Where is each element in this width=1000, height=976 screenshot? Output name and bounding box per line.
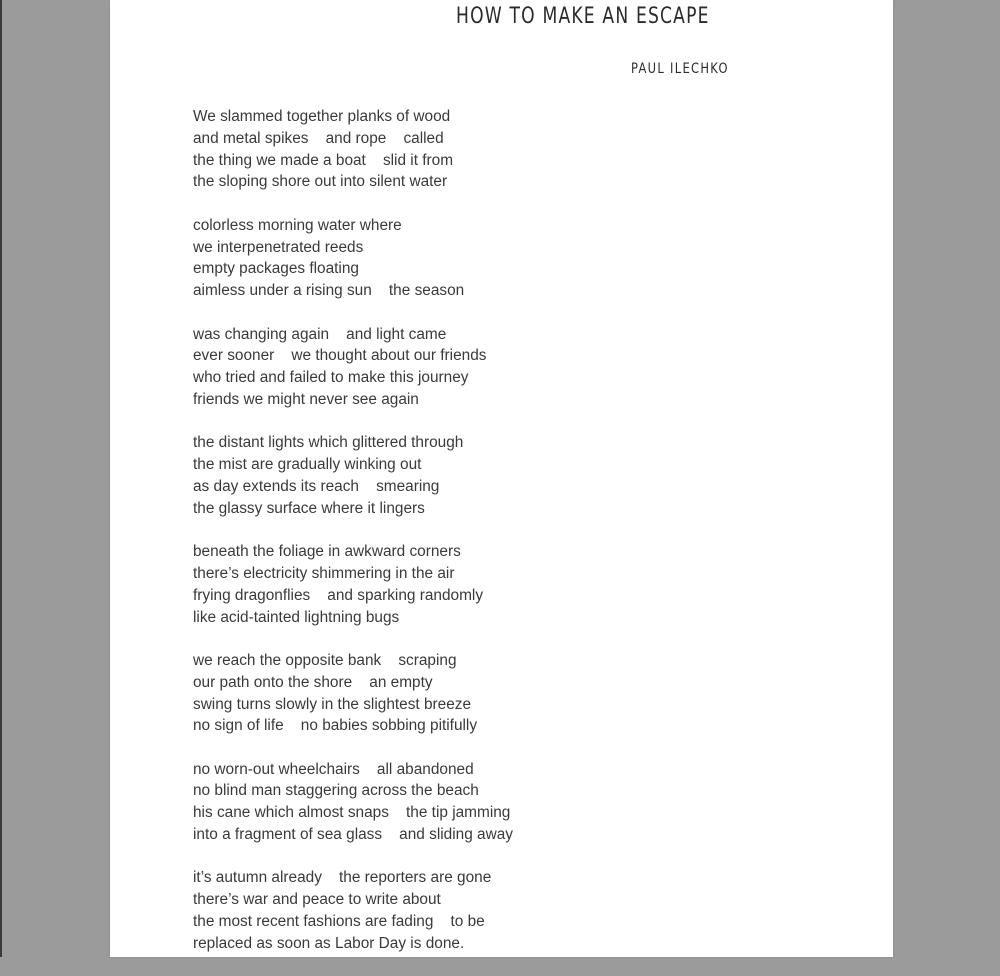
poem-line: colorless morning water where <box>193 216 402 234</box>
poem-author: PAUL ILECHKO <box>631 61 729 77</box>
poem-line: who tried and failed to make this journey <box>193 369 469 387</box>
poem-line: the glassy surface where it lingers <box>193 499 425 517</box>
poem-line: into a fragment of sea glass and sliding away <box>193 826 513 844</box>
document-page <box>110 0 893 957</box>
stanza-1 <box>193 106 713 193</box>
poem-line: replaced as soon as Labor Day is done. <box>193 934 465 952</box>
poem-line: no sign of life no babies sobbing pitifully <box>193 717 478 735</box>
poem-line: the thing we made a boat slid it from <box>193 151 454 169</box>
stanza-7 <box>193 759 713 846</box>
poem-line: beneath the foliage in awkward corners <box>193 543 461 561</box>
stanza-6 <box>193 650 713 737</box>
poem-line: we reach the opposite bank scraping <box>193 651 457 669</box>
poem-line: like acid-tainted lightning bugs <box>193 608 400 626</box>
poem-line: we interpenetrated reeds <box>193 238 364 256</box>
poem-line: no worn-out wheelchairs all abandoned <box>193 760 474 778</box>
poem-line: aimless under a rising sun the season <box>193 282 465 300</box>
poem-line: it’s autumn already the reporters are gone <box>193 869 492 887</box>
poem-line: and metal spikes and rope called <box>193 129 444 147</box>
poem-line: We slammed together planks of wood <box>193 108 451 125</box>
poem-line: the most recent fashions are fading to be <box>193 913 485 931</box>
poem-line: friends we might never see again <box>193 390 419 408</box>
poem-line: as day extends its reach smearing <box>193 477 440 495</box>
stanza-2 <box>193 215 713 302</box>
poem-line: swing turns slowly in the slightest breeze <box>193 695 472 713</box>
stanza-5 <box>193 541 713 628</box>
poem-line: there’s war and peace to write about <box>193 891 441 909</box>
stanza-3 <box>193 324 713 411</box>
poem-line: no blind man staggering across the beach <box>193 782 479 800</box>
poem-line: his cane which almost snaps the tip jamming <box>193 804 511 822</box>
poem-line: empty packages floating <box>193 260 359 278</box>
poem-title: HOW TO MAKE AN ESCAPE <box>456 4 710 29</box>
window-edge <box>0 0 2 957</box>
poem-line: our path onto the shore an empty <box>193 673 433 691</box>
stanza-8 <box>193 867 713 954</box>
poem-line: the mist are gradually winking out <box>193 456 422 474</box>
poem-line: ever sooner we thought about our friends <box>193 347 487 365</box>
poem-line: there’s electricity shimmering in the air <box>193 564 455 582</box>
poem-line: the distant lights which glittered through <box>193 434 464 452</box>
stanza-4 <box>193 432 713 519</box>
poem-body <box>193 106 713 976</box>
poem-line: was changing again and light came <box>193 325 447 343</box>
poem-line: the sloping shore out into silent water <box>193 173 448 191</box>
poem-line: frying dragonflies and sparking randomly <box>193 586 484 604</box>
